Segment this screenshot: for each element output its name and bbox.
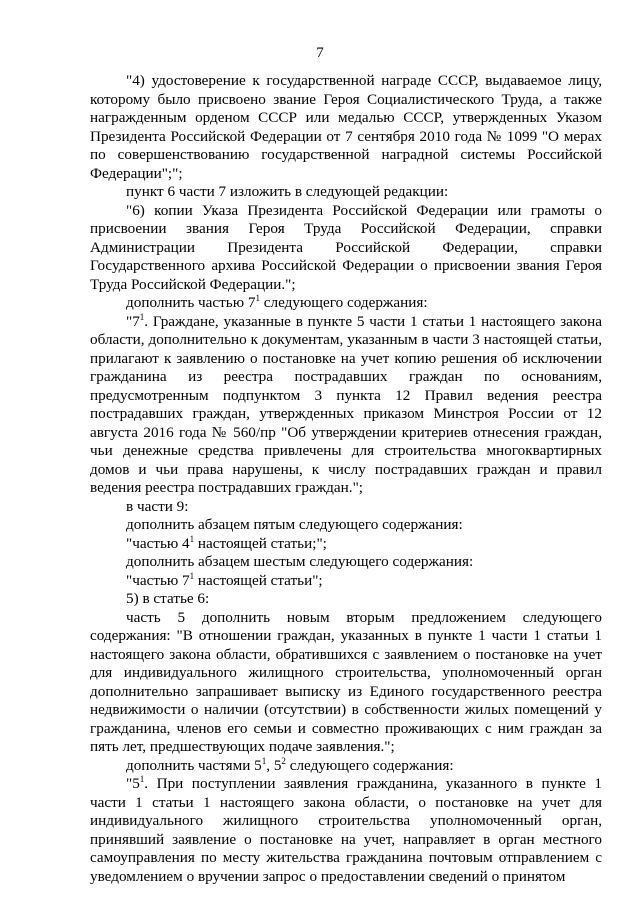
paragraph-item-6: "6) копии Указа Президента Российской Федерации или грамоты о присвоении звания Героя Труда Российской Федерации, справки Администрации Президента Российской Федерации, справки Государственного архива Российской Федерации о присвоении звания Героя Труда Российской Федерации."; — [90, 201, 602, 293]
text-run: следующего содержания: — [259, 294, 428, 311]
superscript: 1 — [189, 570, 195, 581]
paragraph-part-5-1 — [90, 775, 602, 886]
text-run: настоящей статьи"; — [194, 571, 323, 589]
superscript: 1 — [261, 755, 267, 766]
paragraph-article-6: 5) в статье 6: — [126, 590, 210, 607]
paragraph-add-parts-5-1-5-2 — [90, 757, 602, 776]
text-run: "частью 4 — [126, 534, 190, 552]
text-run: "частью 7 — [126, 571, 190, 589]
paragraph-item-4: "4) удостоверение к государственной награде СССР, выдаваемое лицу, которому было присвоено звание Героя Социалистического Труда, а также награжденным орденом СССР или медалью СССР, утвержденных Указом Президента Российской Федерации от 7 сентября 2010 года № 1099 "О мерах по совершенствованию государственной наградной системы Российской Федерации";"; — [90, 72, 602, 182]
text-run: следующего содержания: — [285, 756, 454, 774]
text-run: "7 — [126, 312, 140, 330]
paragraph-part-5: часть 5 дополнить новым вторым предложением следующего содержания: "В отношении граждан, указанных в пункте 1 части 1 статьи 1 настоящего закона области, обратившихся с заявлением о постановке на учет для индивидуального жилищного строительства, уполномоченный орган дополнительно запрашивает выписку из Единого государственного реестра недвижимости о наличии (отсутствии) в собственности жилых помещений у гражданина, членов его семьи и совместно проживающих с ним граждан за пять лет, предшествующих подаче заявления."; — [90, 608, 602, 755]
text-run: "5 — [126, 775, 140, 792]
superscript: 1 — [189, 533, 195, 544]
paragraph-part-7-1 — [90, 313, 602, 498]
text-run: , 5 — [266, 756, 282, 774]
document-body — [90, 72, 602, 886]
paragraph-part-7-1-ref — [90, 572, 602, 591]
text-run: . Граждане, указанные в пункте 5 части 1 статьи 1 настоящего закона области, дополнительно к документам, указанным в части 3 настоящей статьи, прилагают к заявлению о постановке на учет копию решения об исключении гражданина из реестра пострадавших граждан по основаниям, предусмотренным подпунктом 3 пункта 12 Правил ведения реестра пострадавших граждан, утвержденных приказом Минстроя России от 12 августа 2016 года № 560/пр "Об утверждении критериев отнесения граждан, чьи денежные средства привлечены для строительства многоквартирных домов и чьи права нарушены, к числу пострадавших граждан и правил ведения реестра пострадавших граждан."; — [90, 312, 602, 496]
text-run: дополнить частью 7 — [126, 294, 256, 311]
paragraph-add-sixth: дополнить абзацем шестым следующего содержания: — [126, 553, 474, 570]
superscript: 1 — [139, 311, 145, 322]
superscript: 1 — [255, 293, 260, 303]
text-run: дополнить частями 5 — [126, 756, 262, 774]
paragraph-add-fifth: дополнить абзацем пятым следующего содержания: — [126, 516, 463, 533]
page-number: 7 — [316, 45, 324, 61]
text-run: настоящей статьи;"; — [194, 534, 327, 552]
superscript: 1 — [139, 774, 145, 784]
paragraph-add-part-7-1 — [90, 294, 602, 313]
text-run: . При поступлении заявления гражданина, указанного в пункте 1 части 1 статьи 1 настоящего закона области, о постановке на учет для индивидуального жилищного строительства уполномоченный орган, принявший заявление о постановке на учет, направляет в орган местного самоуправления по месту жительства гражданина почтовым отправлением с уведомлением о вручении запрос о предоставлении сведений о принятом — [90, 775, 602, 885]
paragraph-item-6-intro: пункт 6 части 7 изложить в следующей редакции: — [126, 183, 449, 200]
paragraph-in-part-9: в части 9: — [126, 497, 189, 515]
superscript: 2 — [281, 755, 286, 766]
paragraph-part-4-1-ref — [90, 535, 602, 554]
